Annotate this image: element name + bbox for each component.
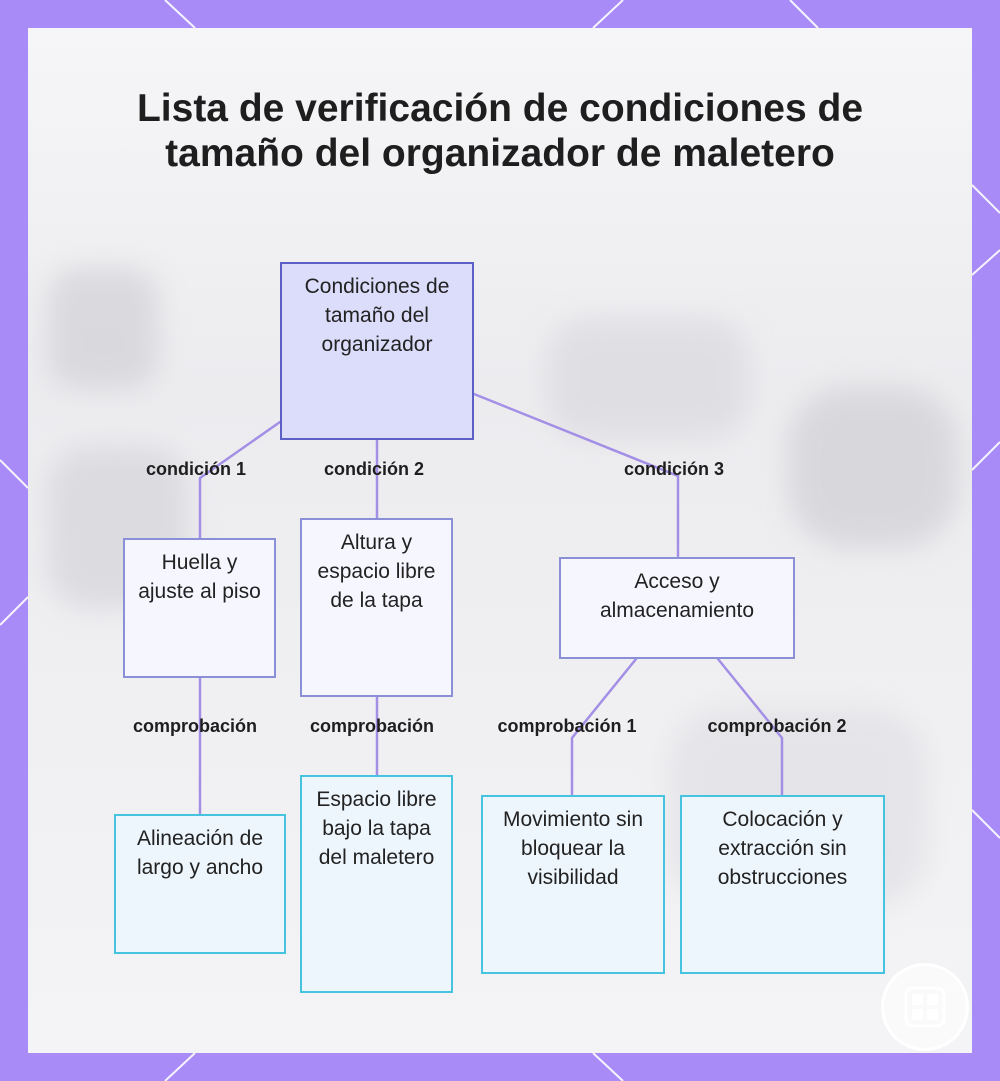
node-espacio-bajo-tapa: Espacio libre bajo la tapa del maletero [300, 775, 453, 993]
connector-root-huella [200, 422, 280, 540]
edge-label-condicion-3: condición 3 [623, 459, 725, 479]
edge-label-condicion-2: condición 2 [323, 459, 425, 479]
node-altura-espacio-tapa: Altura y espacio libre de la tapa [300, 518, 453, 697]
node-condiciones-tamano: Condiciones de tamaño del organizador [280, 262, 474, 440]
edge-label-comprobacion-1: comprobación 1 [497, 716, 637, 736]
page-title: Lista de verificación de condiciones de tamaño del organizador de maletero [136, 87, 864, 175]
edge-label-comprobacion-huella: comprobación [132, 716, 258, 736]
node-movimiento-visibilidad: Movimiento sin bloquear la visibilidad [481, 795, 665, 974]
diagram-panel [28, 28, 972, 1053]
node-colocacion-extraccion: Colocación y extracción sin obstrucciones [680, 795, 885, 974]
edge-label-condicion-1: condición 1 [145, 459, 247, 479]
edge-label-comprobacion-2: comprobación 2 [707, 716, 847, 736]
node-huella-ajuste: Huella y ajuste al piso [123, 538, 276, 678]
edge-label-comprobacion-altura: comprobación [309, 716, 435, 736]
app-grid-logo-icon [881, 963, 969, 1051]
node-alineacion-largo-ancho: Alineación de largo y ancho [114, 814, 286, 954]
node-acceso-almacenamiento: Acceso y almacenamiento [559, 557, 795, 659]
